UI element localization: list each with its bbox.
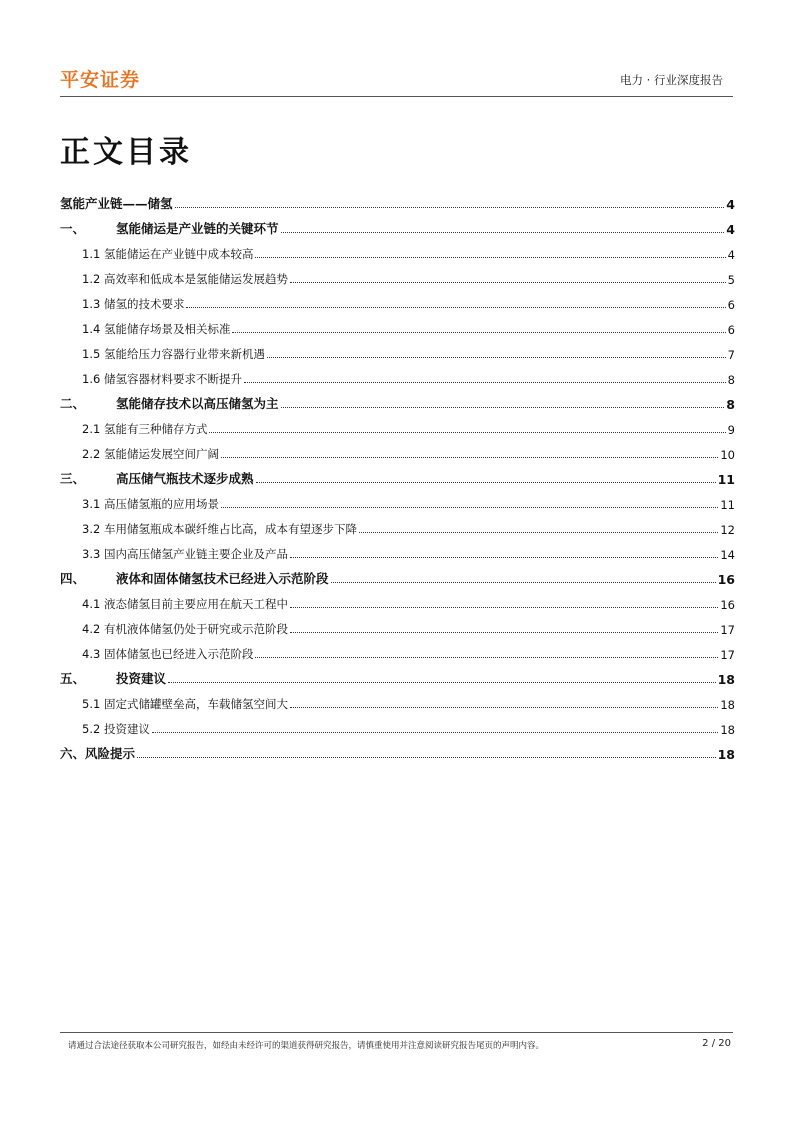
toc-entry-page: 18 — [717, 747, 735, 762]
toc-entry-number: 二、 — [60, 396, 86, 411]
toc-entry-title: 氢能储运是产业链的关键环节 — [116, 221, 279, 236]
toc-entry[interactable] — [60, 712, 735, 737]
toc-dot-leader — [175, 207, 725, 208]
toc-entry-number: 四、 — [60, 571, 86, 586]
toc-entry-title: 1.5 氢能给压力容器行业带来新机遇 — [82, 347, 265, 361]
toc-dot-leader — [267, 357, 726, 358]
toc-dot-leader — [221, 457, 718, 458]
toc-entry[interactable] — [60, 312, 735, 337]
toc-entry-page: 17 — [720, 623, 735, 637]
toc-entry-page: 18 — [717, 672, 735, 687]
toc-entry-page: 6 — [727, 323, 735, 337]
toc-entry-page: 5 — [727, 273, 735, 287]
toc-entry-page: 16 — [717, 572, 735, 587]
toc-dot-leader — [331, 582, 716, 583]
toc-entry-title: 4.1 液态储氢目前主要应用在航天工程中 — [82, 597, 288, 611]
toc-entry[interactable] — [60, 737, 735, 762]
toc-dot-leader — [290, 632, 718, 633]
toc-entry-page: 11 — [717, 472, 735, 487]
toc-entry-title: 5.1 固定式储罐壁垒高，车载储氢空间大 — [82, 697, 288, 711]
toc-entry-page: 7 — [727, 348, 735, 362]
toc-dot-leader — [186, 307, 725, 308]
toc-entry-title: 液体和固体储氢技术已经进入示范阶段 — [116, 571, 329, 586]
toc-entry-page: 17 — [720, 648, 735, 662]
toc-dot-leader — [209, 432, 725, 433]
report-type: 电力 · 行业深度报告 — [620, 73, 723, 87]
toc-entry-page: 8 — [726, 397, 735, 412]
page-number: 2 / 20 — [702, 1038, 731, 1049]
toc-dot-leader — [244, 382, 726, 383]
toc-entry-page: 4 — [726, 197, 735, 212]
toc-entry[interactable] — [60, 387, 735, 412]
toc-entry-title: 2.1 氢能有三种储存方式 — [82, 422, 208, 436]
toc-entry-title: 1.2 高效率和低成本是氢能储运发展趋势 — [82, 272, 288, 286]
toc-dot-leader — [359, 532, 718, 533]
toc-dot-leader — [281, 407, 725, 408]
toc-entry-title: 3.2 车用储氢瓶成本碳纤维占比高，成本有望逐步下降 — [82, 522, 357, 536]
toc-entry[interactable] — [60, 187, 735, 212]
toc-entry-page: 18 — [720, 698, 735, 712]
toc-entry-page: 12 — [720, 523, 735, 537]
toc-entry[interactable] — [60, 612, 735, 637]
toc-entry[interactable] — [60, 687, 735, 712]
toc-entry-title: 5.2 投资建议 — [82, 722, 150, 736]
toc-entry[interactable] — [60, 212, 735, 237]
toc-entry-number: 三、 — [60, 471, 86, 486]
toc-dot-leader — [290, 557, 718, 558]
toc-entry[interactable] — [60, 587, 735, 612]
page-title: 正文目录 — [60, 135, 192, 170]
toc-entry-number: 五、 — [60, 671, 86, 686]
toc-dot-leader — [255, 257, 725, 258]
toc-dot-leader — [281, 232, 725, 233]
page-header — [60, 62, 733, 97]
toc-entry-page: 9 — [727, 423, 735, 437]
footer-divider — [60, 1032, 733, 1033]
toc-entry[interactable] — [60, 487, 735, 512]
toc-entry[interactable] — [60, 262, 735, 287]
toc-entry-title: 高压储气瓶技术逐步成熟 — [116, 471, 254, 486]
toc-entry-title: 3.3 国内高压储氢产业链主要企业及产品 — [82, 547, 288, 561]
toc-entry-title: 投资建议 — [116, 671, 167, 686]
toc-entry-page: 16 — [720, 598, 735, 612]
toc-entry-title: 1.1 氢能储运在产业链中成本较高 — [82, 247, 254, 261]
toc-entry[interactable] — [60, 662, 735, 687]
toc-dot-leader — [290, 607, 718, 608]
toc-dot-leader — [221, 507, 718, 508]
toc-entry-page: 11 — [720, 498, 735, 512]
table-of-contents — [60, 187, 735, 762]
toc-entry-title: 氢能储存技术以高压储氢为主 — [116, 396, 279, 411]
toc-entry-page: 10 — [720, 448, 735, 462]
toc-entry[interactable] — [60, 462, 735, 487]
toc-dot-leader — [290, 282, 726, 283]
toc-dot-leader — [232, 332, 725, 333]
toc-entry[interactable] — [60, 637, 735, 662]
toc-entry-title: 1.4 氢能储存场景及相关标准 — [82, 322, 231, 336]
toc-entry-page: 4 — [726, 222, 735, 237]
toc-entry-title: 2.2 氢能储运发展空间广阔 — [82, 447, 219, 461]
toc-entry[interactable] — [60, 287, 735, 312]
company-logo: 平安证券 — [60, 69, 141, 91]
toc-entry-title: 4.3 固体储氢也已经进入示范阶段 — [82, 647, 254, 661]
toc-dot-leader — [256, 482, 716, 483]
toc-entry[interactable] — [60, 362, 735, 387]
toc-dot-leader — [290, 707, 718, 708]
toc-entry[interactable] — [60, 512, 735, 537]
toc-entry-page: 18 — [720, 723, 735, 737]
toc-entry-title: 1.6 储氢容器材料要求不断提升 — [82, 372, 242, 386]
toc-entry[interactable] — [60, 412, 735, 437]
toc-dot-leader — [255, 657, 718, 658]
toc-entry[interactable] — [60, 337, 735, 362]
toc-entry-title: 六、风险提示 — [60, 746, 136, 761]
toc-entry-page: 6 — [727, 298, 735, 312]
toc-entry-page: 14 — [720, 548, 735, 562]
toc-entry-title: 4.2 有机液体储氢仍处于研究或示范阶段 — [82, 622, 288, 636]
toc-entry-title: 1.3 储氢的技术要求 — [82, 297, 185, 311]
toc-entry-number: 一、 — [60, 221, 86, 236]
toc-dot-leader — [152, 732, 718, 733]
toc-entry[interactable] — [60, 537, 735, 562]
toc-entry-title: 3.1 高压储氢瓶的应用场景 — [82, 497, 219, 511]
toc-dot-leader — [137, 757, 716, 758]
toc-entry-page: 4 — [727, 248, 735, 262]
toc-entry-page: 8 — [727, 373, 735, 387]
toc-entry-title: 氢能产业链——储氢 — [60, 196, 173, 211]
toc-entry[interactable] — [60, 437, 735, 462]
footer-disclaimer: 请通过合法途径获取本公司研究报告，如经由未经许可的渠道获得研究报告，请慎重使用并注意阅读研究报告尾页的声明内容。 — [68, 1041, 545, 1051]
toc-entry[interactable] — [60, 562, 735, 587]
toc-dot-leader — [168, 682, 716, 683]
toc-entry[interactable] — [60, 237, 735, 262]
